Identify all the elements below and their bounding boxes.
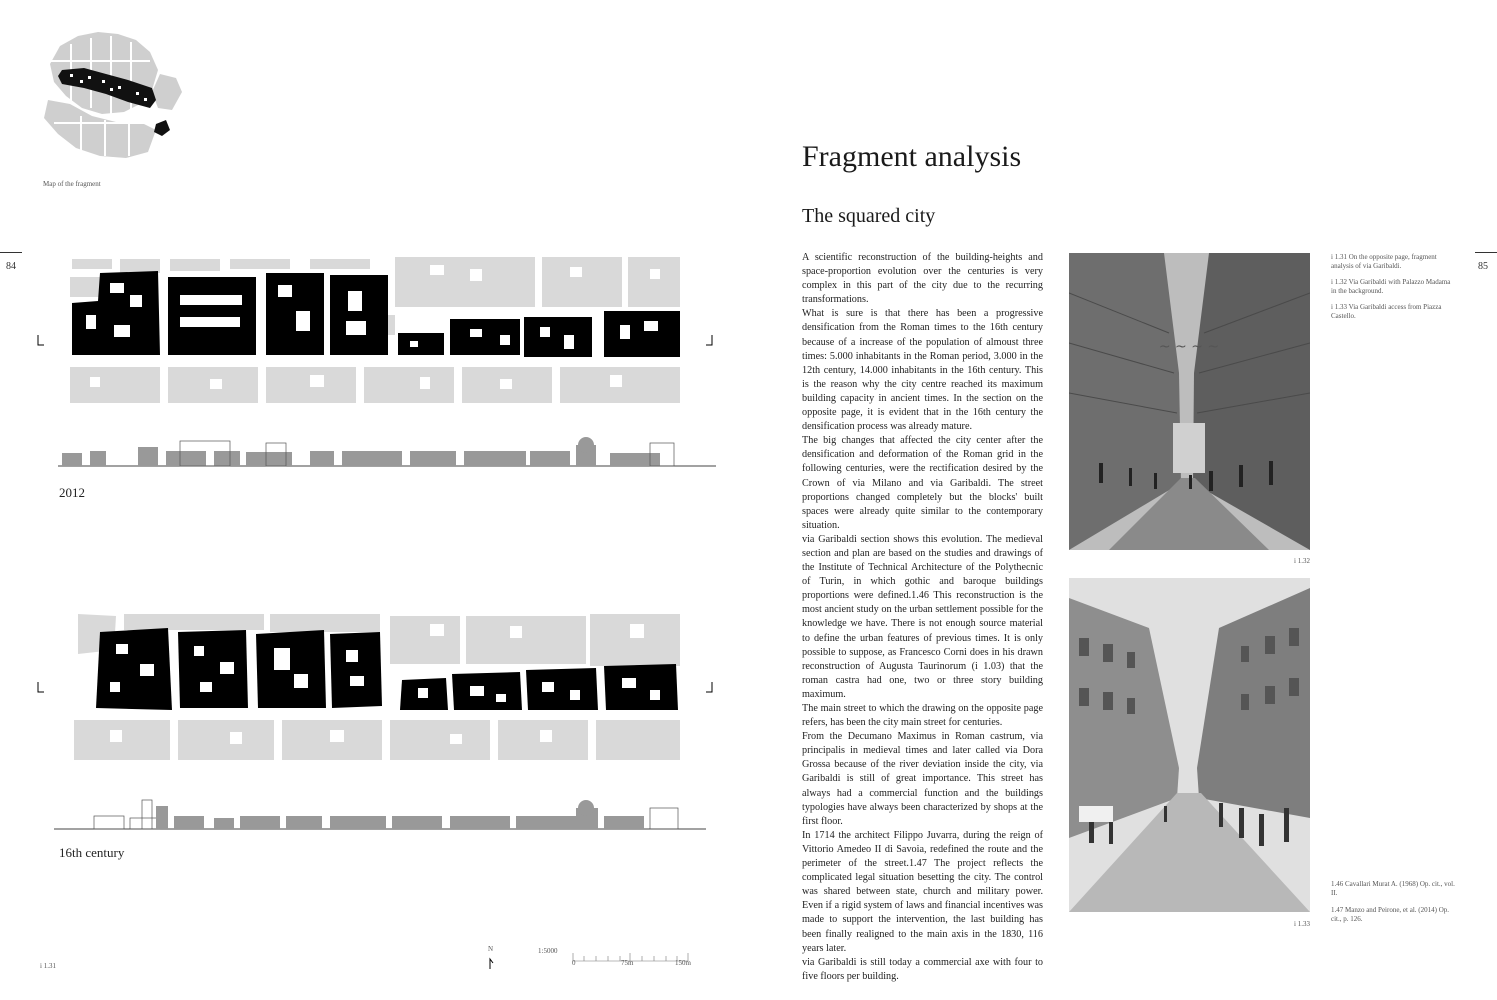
paragraph-4: via Garibaldi section shows this evolution. The medieval section and plan are based on the studies and drawings of the Institute of Technical Architecture of the Polythecnic of Turin, in which gothic and baroque buildings proportions were defined.1.46 This reconstruction is the most ancient study on the urban settlement possible for the knowledge we have. There is not enough source material to define the urban features of previous times. It is only possible to suppose, as Francesco Corni does in his drawn reconstruction of Augusta Taurinorum (i 1.03) that the roman castra had one, two or three story building maximum. (802, 533, 1043, 700)
scale-tick-150: 150m (675, 959, 691, 967)
paragraph-7: In 1714 the architect Filippo Juvarra, during the reign of Vittorio Amedeo II di Savoia, redefined the route and the perimeter of the street.1.47 The project reflects the complicated legal situation besetting the city. The control was shared between state, church and military power. Even if a rigid system of laws and financial incentives was made to support the intervention, the last building has been finally realigned to the main axis in the 1830, 116 years later. (802, 829, 1043, 954)
paragraph-1: A scientific reconstruction of the building-heights and space-proportion evolution over the centuries is very complex in this part of the city due to the recurring transformations. (802, 252, 1043, 306)
photo-via-garibaldi-palazzo-madama (1069, 253, 1310, 550)
caption-i131: i 1.31 On the opposite page, fragment analysis of via Garibaldi. (1331, 253, 1437, 270)
left-page-number: 84 (6, 261, 16, 272)
map-caption: Map of the fragment (43, 180, 101, 188)
footnotes (1331, 880, 1456, 924)
plan-2012-label: 2012 (59, 485, 85, 500)
left-figure-ref: i 1.31 (40, 962, 56, 970)
fragment-map (40, 30, 190, 160)
scale-ratio: 1:5000 (538, 947, 558, 955)
right-page-rule (1475, 252, 1497, 253)
left-page-rule (0, 252, 22, 253)
north-label: N (488, 945, 494, 953)
photo2-ref: i 1.33 (1294, 920, 1310, 928)
plan-16th-label: 16th century (59, 845, 125, 860)
scale-tick-75: 75m (621, 959, 634, 967)
paragraph-2: What is sure is that there has been a progressive densification from the Roman times to the 16th century because of a increase of the population of almoust three times: 5.000 inhabitants in the Roman period, 3.000 in the 12th century, 14.000 inhabitants in the 16th century. This is the reason why the city centre reached its maximum building capacity in ancient times. In the section on the opposite page, it is evident that in the 16th century the densification process was already mature. (802, 308, 1043, 433)
scale-bar (572, 948, 692, 958)
page-title: Fragment analysis (802, 140, 1022, 173)
paragraph-3: The big changes that affected the city center after the densification and deformation of the Roman grid in the following centuries, were the rectification desired by the Crown of via Milano and via Garibaldi. The street proportions changed completely but the blocks' built spaces were already quite similar to the contemporary situation. (802, 435, 1043, 531)
footnote-146: 1.46 Cavallari Murat A. (1968) Op. cit., vol. II. (1331, 880, 1455, 897)
caption-i133: i 1.33 Via Garibaldi access from Piazza Castello. (1331, 303, 1442, 320)
caption-i132: i 1.32 Via Garibaldi with Palazzo Madama in the background. (1331, 278, 1451, 295)
page-subtitle: The squared city (802, 205, 936, 227)
north-arrow-icon (487, 954, 495, 973)
photo-via-garibaldi-piazza-castello (1069, 578, 1310, 912)
photo1-ref: i 1.32 (1294, 557, 1310, 565)
paragraph-6: From the Decumano Maximus in Roman castrum, via principalis in medieval times and later called via Dora Grossa because of the river deviation inside the city, via Garibaldi is still of great importance. This street has always had a commercial function and the buildings typologies have always been characterized by shops at the first floor. (802, 731, 1043, 827)
caption-list (1331, 253, 1456, 321)
right-page-number: 85 (1478, 261, 1488, 272)
plan-2012 (30, 255, 730, 470)
body-text (802, 251, 1043, 984)
paragraph-8: via Garibaldi is still today a commercial axe with four to five floors per building. (802, 956, 1043, 982)
scale-tick-0: 0 (572, 959, 576, 967)
plan-16th-century (30, 610, 730, 835)
paragraph-5: The main street to which the drawing on the opposite page refers, has been the city main street for centuries. (802, 703, 1043, 729)
svg-text:~ ~ ~ ~: ~ ~ ~ ~ (1158, 339, 1220, 355)
footnote-147: 1.47 Manzo and Peirone, et al. (2014) Op. cit., p. 126. (1331, 906, 1449, 923)
